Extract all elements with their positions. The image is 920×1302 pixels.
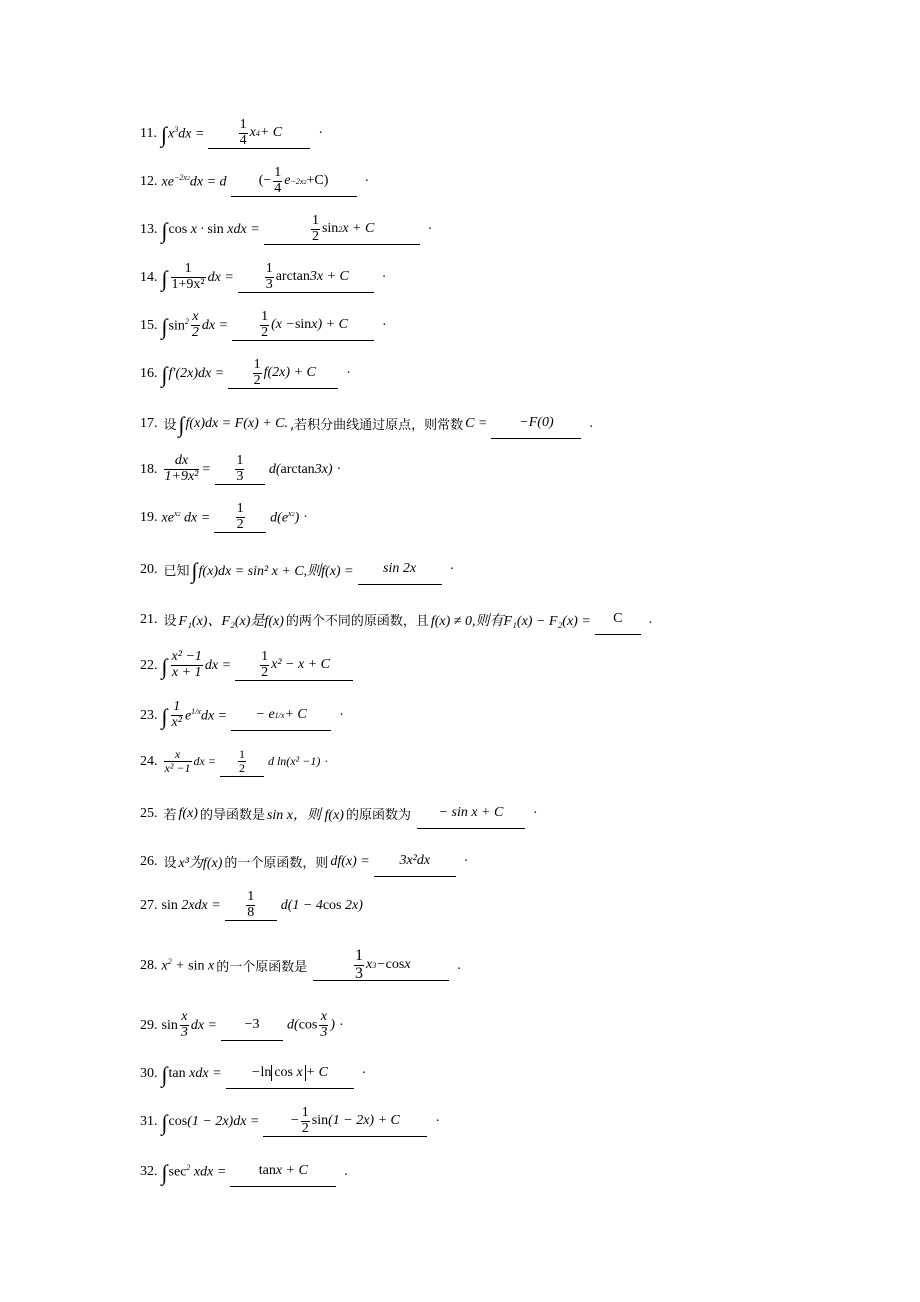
problem-lhs: f(x)	[178, 805, 198, 821]
problem-13	[140, 214, 432, 245]
answer-blank: −3	[221, 1010, 283, 1041]
answer-blank	[215, 454, 265, 485]
problem-number: 24.	[140, 753, 158, 769]
lhs-fraction: $\frac{1}{\text{x²}}$	[171, 699, 182, 730]
integral-sign: ∫	[161, 361, 168, 387]
trailing-dot: ·	[427, 221, 433, 237]
answer-fraction: $\frac{1}{4}$	[239, 116, 247, 148]
lhs-fraction: $\frac{dx}{\text{1+9x²}}$	[164, 453, 199, 484]
problem-15	[140, 310, 387, 341]
answer-fraction: $\frac{1}{2}$	[311, 212, 319, 244]
problem-number: 15.	[140, 317, 158, 333]
problem-16	[140, 358, 351, 389]
integral-sign: ∫	[161, 313, 168, 339]
problem-lhs: f′(2x)dx =	[168, 365, 225, 381]
text-segment: 的原函数为	[345, 808, 411, 823]
integral-sign: ∫	[161, 703, 168, 729]
problem-19	[140, 502, 308, 533]
trailing-dot: ·	[339, 1017, 344, 1033]
problem-number: 20.	[140, 561, 158, 577]
answer-fraction: $\frac{1}{2}$	[236, 500, 244, 532]
text-segment: 设	[163, 614, 177, 629]
lhs-prefix: $\sin^2$	[168, 316, 189, 334]
problem-lhs: $\sec^2$ xdx =	[168, 1162, 227, 1180]
problem-lhs: tan xdx =	[168, 1065, 222, 1081]
problem-23	[140, 700, 344, 731]
problem-lhs: dx =	[201, 317, 229, 333]
problem-28	[140, 946, 461, 982]
answer-blank: $\frac{1}{4}$ x 4 + C	[208, 118, 310, 149]
answer-blank: − e 1/x + C	[231, 700, 331, 731]
post-expression: d ln(x² −1)	[267, 754, 321, 768]
problem-lhs: cos(1 − 2x)dx =	[168, 1113, 260, 1129]
integral-sign: ∫	[160, 121, 168, 147]
integral-sign: ∫	[161, 217, 168, 243]
problem-lhs: F₁(x)、F₂(x)是f(x)	[178, 613, 284, 629]
answer-blank: 3x²dx	[374, 846, 456, 877]
problem-lhs: $xe^{x2}$ dx =	[161, 508, 211, 526]
answer-blank: − sin x + C	[417, 798, 525, 829]
answer-fraction: $\frac{1}{2}$	[301, 1104, 309, 1136]
integral-sign: ∫	[161, 1109, 168, 1135]
integral-sign: ∫	[178, 411, 185, 437]
problem-number: 32.	[140, 1163, 158, 1179]
integral-sign: ∫	[161, 653, 168, 679]
lhs-fraction: $\frac{x}{3}$	[180, 1009, 188, 1040]
problem-30	[140, 1058, 366, 1089]
text-segment: 设	[163, 856, 177, 871]
answer-blank: $\frac{1}{2}$ (x − sin x) + C	[232, 310, 374, 341]
problem-rhs: C =	[465, 415, 488, 431]
problem-17	[140, 408, 593, 439]
answer-blank: sin 2x	[358, 554, 442, 585]
answer-blank: tan x + C	[230, 1156, 336, 1187]
problem-32	[140, 1156, 348, 1187]
problem-number: 13.	[140, 221, 158, 237]
problem-number: 16.	[140, 365, 158, 381]
problem-number: 27.	[140, 897, 158, 913]
lhs-fraction: $\frac{x}{\text{x² −1}}$	[164, 747, 191, 775]
trailing-dot: ·	[318, 125, 324, 141]
text-segment: 的导函数是	[199, 808, 265, 823]
problem-number: 14.	[140, 269, 158, 285]
answer-blank: $\frac{1}{2}$ f(2x) + C	[228, 358, 338, 389]
lhs-fraction: $\frac{x}{2}$	[191, 309, 199, 340]
answer-blank: $\frac{1}{3}$ arctan 3x + C	[238, 262, 374, 293]
trailing-dot: ·	[364, 173, 370, 189]
problem-number: 26.	[140, 853, 158, 869]
post-expression: d(arctan3x)	[268, 461, 333, 477]
trailing-dot: ·	[532, 805, 538, 821]
trailing-dot: ·	[381, 269, 387, 285]
problem-lhs: dx =	[193, 754, 216, 768]
answer-fraction: $\frac{1}{2}$	[261, 308, 269, 340]
answer-fraction: $\frac{1}{4}$	[274, 164, 282, 196]
answer-blank	[225, 890, 277, 921]
problem-18	[140, 454, 341, 485]
lhs-fraction: $\frac{1}{\text{1+9x²}}$	[171, 261, 205, 292]
text-segment: 设	[163, 418, 177, 433]
problem-lhs: x³为f(x)	[178, 855, 223, 871]
text-segment: 的两个不同的原函数，且	[285, 614, 429, 629]
problem-number: 11.	[140, 125, 157, 141]
problem-number: 19.	[140, 509, 158, 525]
trailing-dot: ·	[449, 561, 455, 577]
answer-blank	[220, 746, 264, 777]
lhs-prefix: sin	[161, 1017, 178, 1033]
problem-27	[140, 890, 363, 921]
problem-22	[140, 650, 357, 681]
trailing-dot: ·	[303, 509, 308, 525]
problem-number: 12.	[140, 173, 158, 189]
problem-21	[140, 604, 652, 635]
problem-31	[140, 1106, 440, 1137]
trailing-dot: .	[344, 1163, 348, 1179]
answer-blank	[214, 502, 266, 533]
answer-blank: $\frac{1}{2}$ x² − x + C	[235, 650, 353, 681]
problem-number: 18.	[140, 461, 158, 477]
answer-blank: $\frac{1}{3}$ x 3 − cos x	[313, 950, 449, 981]
problem-14	[140, 262, 386, 293]
trailing-dot: ·	[463, 853, 469, 869]
trailing-dot: .	[457, 957, 461, 973]
trailing-dot: ·	[324, 754, 329, 768]
answer-blank: (− $\frac{1}{4}$ e −2x2 +C)	[231, 166, 357, 197]
problem-number: 21.	[140, 611, 158, 627]
problem-24	[140, 746, 328, 777]
text-segment: ,若积分曲线通过原点，则常数	[290, 418, 464, 433]
problem-lhs: sin 2xdx =	[161, 897, 221, 913]
problem-lhs: cos x · sin xdx =	[168, 221, 260, 237]
answer-fraction: $\frac{1}{3}$	[265, 260, 273, 292]
trailing-dot: .	[589, 415, 593, 431]
integral-sign: ∫	[191, 557, 198, 583]
answer-fraction: $\frac{1}{3}$	[354, 946, 363, 982]
problem-11	[140, 118, 323, 149]
problem-number: 30.	[140, 1065, 158, 1081]
answer-fraction: $\frac{1}{3}$	[236, 452, 244, 484]
problem-lhs: dx =	[207, 269, 234, 285]
post-expression: d(1 − 4cos 2x)	[280, 897, 363, 913]
problem-20	[140, 554, 454, 585]
problem-lhs: $xe^{-2x2}dx = d$	[161, 172, 227, 190]
answer-blank: − ln cos x + C	[226, 1058, 354, 1089]
integral-sign: ∫	[161, 265, 168, 291]
problem-26	[140, 846, 468, 877]
problem-number: 22.	[140, 657, 158, 673]
integral-sign: ∫	[161, 1061, 168, 1087]
problem-lhs: =	[201, 461, 211, 477]
trailing-dot: ·	[435, 1113, 441, 1129]
problem-number: 23.	[140, 707, 158, 723]
post-expression: $d(e^{x2})$	[270, 508, 300, 526]
answer-fraction: $\frac{1}{2}$	[238, 746, 245, 775]
text-segment: 若	[163, 808, 177, 823]
trailing-dot: ·	[336, 461, 342, 477]
problem-number: 25.	[140, 805, 158, 821]
lhs-fraction: $\frac{\text{x² −1}}{x + 1}$	[171, 649, 202, 680]
integral-sign: ∫	[161, 1159, 168, 1185]
trailing-dot: ·	[361, 1065, 367, 1081]
answer-blank: −F(0)	[491, 408, 581, 439]
trailing-dot: ·	[346, 365, 351, 381]
trailing-dot: ·	[382, 317, 387, 333]
answer-fraction: $\frac{1}{2}$	[253, 356, 261, 388]
problem-lhs: dx =	[204, 657, 232, 673]
answer-fraction: $\frac{1}{2}$	[261, 648, 269, 680]
problem-number: 29.	[140, 1017, 158, 1033]
problem-lhs: $x^2 + \sin x$	[161, 956, 215, 974]
problem-29	[140, 1010, 344, 1041]
answer-blank: − $\frac{1}{2}$ sin (1 − 2x) + C	[263, 1106, 427, 1137]
problem-lhs: f(x)dx = sin² x + C,则f(x) =	[198, 563, 354, 579]
trailing-dot: ·	[339, 707, 344, 723]
problem-number: 28.	[140, 957, 158, 973]
text-segment: 的一个原函数是	[216, 960, 308, 975]
trailing-dot: .	[648, 611, 653, 627]
answer-blank: $\frac{1}{2}$ sin 2 x + C	[264, 214, 420, 245]
problem-rhs: f(x) ≠ 0,则有F₁(x) − F₂(x) =	[430, 613, 591, 629]
problem-lhs: dx =	[190, 1017, 218, 1033]
problem-number: 31.	[140, 1113, 158, 1129]
problem-rhs: df(x) =	[330, 853, 370, 869]
post-expression: d(cos $\frac{x}{3}$ )	[287, 1009, 336, 1040]
text-segment: 已知	[163, 564, 190, 579]
problem-lhs: f(x)dx = F(x) + C.	[185, 415, 289, 431]
problem-12	[140, 166, 369, 197]
problem-25	[140, 798, 538, 829]
problem-lhs: $x^3dx$ =	[168, 124, 205, 142]
answer-fraction: $\frac{1}{8}$	[247, 888, 255, 920]
text-segment: 的一个原函数，则	[224, 856, 329, 871]
problem-number: 17.	[140, 415, 158, 431]
problem-lhs: $e^{1/x}dx$ =	[184, 706, 228, 724]
answer-blank: C	[595, 604, 641, 635]
problem-rhs: sin x，则 f(x)	[266, 807, 344, 823]
